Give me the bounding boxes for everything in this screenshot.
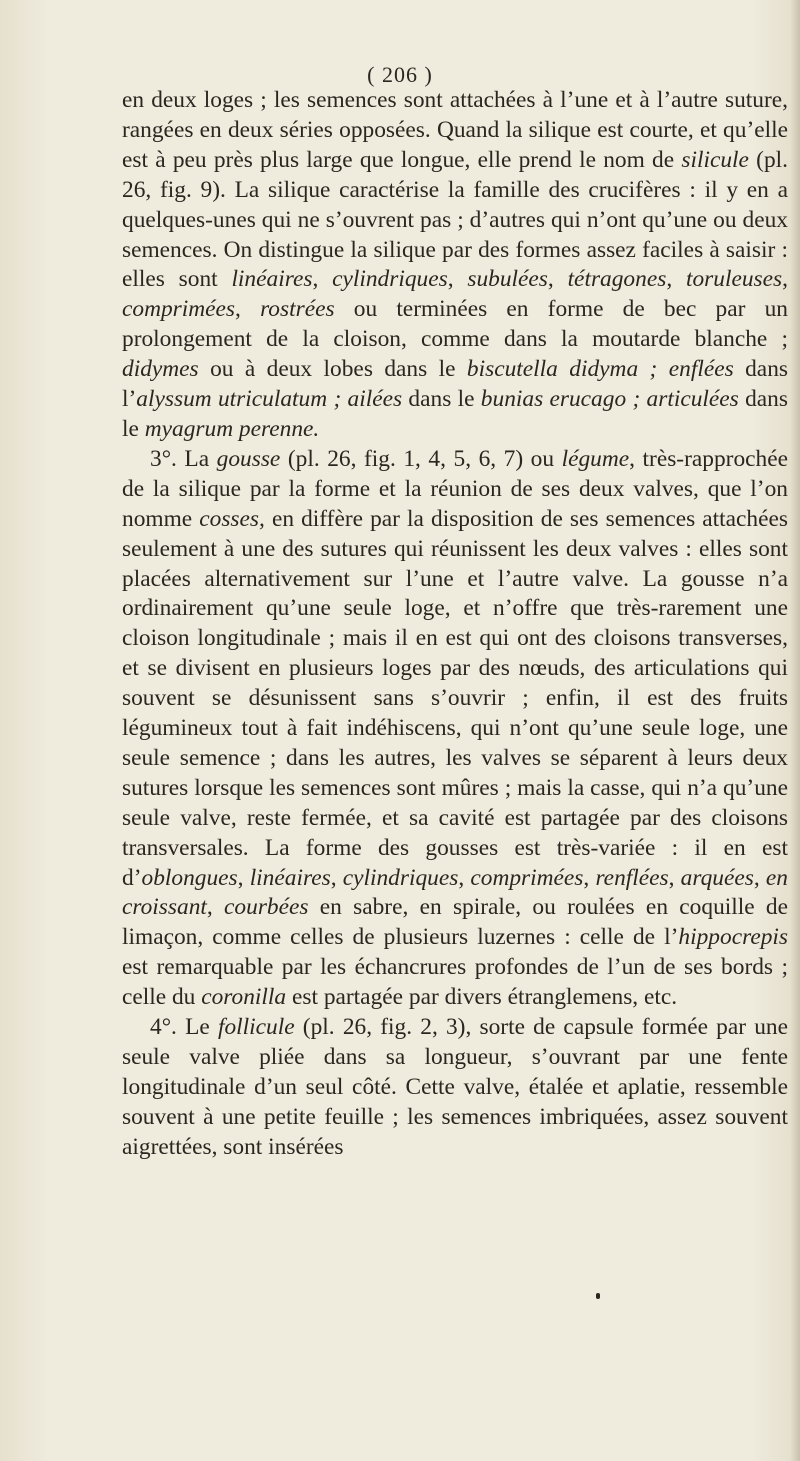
italic-term: cylindriques	[332, 266, 448, 293]
italic-term: biscutella didyma ; enflées	[466, 356, 734, 383]
italic-term: alyssum utriculatum ; ailées	[136, 386, 403, 413]
text-run: est partagée par divers étranglemens, etc.	[286, 984, 678, 1011]
italic-term: cosses,	[199, 505, 265, 532]
italic-term: subulées	[467, 266, 548, 293]
text-run: ,	[312, 266, 333, 293]
italic-term: myagrum perenne.	[144, 415, 320, 442]
body-text	[122, 86, 788, 1163]
italic-term: courbées	[224, 894, 309, 921]
text-run: ou à deux lobes dans le	[198, 356, 467, 383]
text-run: (pl. 26, fig. 2, 3), sorte de capsule formée par une seule valve pliée dans sa longueur, s’ouvrant par une fente longitudinale d’un seul côté. Cette valve, étalée et aplatie, ressemble souvent à une petite feuille ; les semences imbriquées, assez souvent aigrettées, sont insérées	[122, 1014, 789, 1160]
text-run: ,	[666, 266, 686, 293]
italic-term: gousse	[216, 445, 281, 472]
text-run: dans le	[122, 386, 788, 442]
page-number: ( 206 )	[367, 62, 433, 87]
italic-term: rostrées	[260, 296, 335, 323]
paragraph-gousse	[122, 445, 788, 1013]
text-run: ,	[235, 296, 261, 323]
italic-term: renflées	[595, 864, 669, 891]
text-run: ou terminées en forme de bec par un prolongement de la cloison, comme dans la moutarde blanche ;	[122, 296, 788, 353]
text-run: ,	[782, 266, 788, 293]
text-run: en diffère par la disposition de ses semences attachées seulement à une des sutures qui réunissent les deux valves : elles sont placées alternativement sur l’une et l’autre valve. La gousse n’a ordinairement qu’une seule loge, et n’offre que très-rarement une cloison longitudinale ; mais il en est qui ont des cloisons transverses, et se divisent en plusieurs loges par des nœuds, des articulations qui souvent se désunissent sans s’ouvrir ; enfin, il est des fruits légumineux tout à fait indéhiscens, qui n’ont qu’une seule loge, une seule semence ; dans les autres, les valves se séparent à leurs deux sutures lorsque les semences sont mûres ; mais la casse, qui n’a qu’une seule valve, reste fermée, et sa cavité est partagée par des cloisons transversales. La forme des gousses est très-variée : il en est d’	[122, 505, 788, 891]
text-run: ,	[583, 864, 596, 891]
text-run: 3°. La	[150, 445, 217, 472]
text-run: ,	[330, 864, 343, 891]
italic-term: cylindriques	[342, 864, 459, 891]
italic-term: arquées	[680, 864, 754, 891]
text-run: (pl. 26, fig. 9). La silique caractérise la famille des crucifères : il y en a quelques-unes qui ne s’ouvrent pas ; d’autres qui n’ont qu’une ou deux semences. On distingue la silique par des formes assez faciles à saisir : elles sont	[122, 146, 788, 293]
text-run: ,	[753, 864, 766, 891]
text-run: ,	[206, 894, 225, 921]
text-run: dans l’	[122, 356, 788, 413]
paragraph-follicule	[122, 1013, 788, 1163]
text-run: ,	[237, 864, 250, 891]
italic-term: didymes	[122, 356, 199, 383]
italic-term: hippocrepis	[678, 924, 788, 951]
italic-term: follicule	[217, 1014, 295, 1041]
text-run: dans le	[402, 386, 481, 413]
italic-term: légume	[561, 445, 630, 472]
text-run: (pl. 26, fig. 1, 4, 5, 6, 7) ou	[280, 445, 562, 472]
italic-term: silicule	[681, 146, 749, 173]
text-run: en deux loges ; les semences sont attachées à l’une et à l’autre suture, rangées en deux séries opposées. Quand la silique est courte, et qu’elle est à peu près plus large que longue, elle prend le nom de	[122, 87, 788, 173]
italic-term: coronilla	[201, 984, 287, 1011]
italic-term: en croissant	[122, 864, 788, 921]
paragraph-silique	[122, 86, 788, 445]
text-run: en sabre, en spirale, ou roulées en coquille de limaçon, comme celles de plusieurs luzernes : celle de l’	[122, 894, 788, 951]
text-run: ,	[547, 266, 568, 293]
italic-term: tétragones	[567, 266, 667, 293]
italic-term: linéaires	[231, 266, 313, 293]
italic-term: linéaires	[249, 864, 331, 891]
text-run: ,	[458, 864, 471, 891]
italic-term: toruleuses	[685, 266, 783, 293]
text-run: ,	[668, 864, 681, 891]
text-run: ,	[447, 266, 468, 293]
ink-spot	[596, 1293, 600, 1299]
italic-term: oblongues	[141, 864, 238, 891]
italic-term: comprimées	[470, 864, 584, 891]
italic-term: comprimées	[122, 296, 236, 323]
italic-term: bunias erucago ; articulées	[480, 386, 739, 413]
text-run: 4°. Le	[150, 1014, 218, 1041]
text-run: , très-rapprochée de la silique par la forme et la réunion de ses deux valves, que l’on nomme	[122, 445, 788, 532]
text-run: est remarquable par les échancrures profondes de l’un de ses bords ; celle du	[122, 954, 788, 1011]
page-edge-shadow	[790, 0, 800, 1461]
